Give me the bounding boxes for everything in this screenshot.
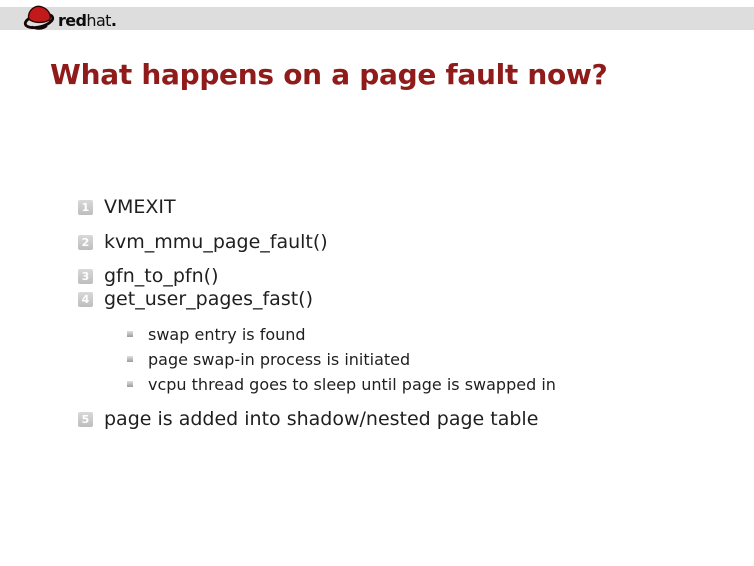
item-number-badge: 5 <box>78 412 93 427</box>
list-item-1 <box>78 196 176 218</box>
subitem-label: vcpu thread goes to sleep until page is swapped in <box>148 374 556 394</box>
list-item-2 <box>78 231 328 253</box>
slide-title: What happens on a page fault now? <box>50 58 608 91</box>
item-number-badge: 3 <box>78 269 93 284</box>
item-label: get_user_pages_fast() <box>104 288 313 310</box>
logo-text-red: red <box>58 11 87 30</box>
square-bullet-icon <box>127 331 133 337</box>
item-label: gfn_to_pfn() <box>104 265 219 287</box>
square-bullet-icon <box>127 356 133 362</box>
sub-list-item-1 <box>127 325 306 343</box>
item-label: VMEXIT <box>104 196 176 218</box>
sub-list-item-2 <box>127 350 410 368</box>
redhat-wordmark <box>58 13 116 29</box>
subitem-label: page swap-in process is initiated <box>148 349 411 369</box>
redhat-logo <box>22 1 116 33</box>
sub-list-item-3 <box>127 375 556 393</box>
square-bullet-icon <box>127 381 133 387</box>
item-label: page is added into shadow/nested page table <box>104 408 539 430</box>
redhat-fedora-icon <box>22 3 56 33</box>
item-number-badge: 1 <box>78 200 93 215</box>
list-item-4 <box>78 288 313 310</box>
item-label: kvm_mmu_page_fault() <box>104 231 328 253</box>
subitem-label: swap entry is found <box>148 324 306 344</box>
list-item-5 <box>78 408 538 430</box>
logo-text-hat: hat <box>86 11 111 30</box>
logo-text-period: . <box>110 11 117 30</box>
item-number-badge: 2 <box>78 235 93 250</box>
list-item-3 <box>78 265 218 287</box>
item-number-badge: 4 <box>78 292 93 307</box>
